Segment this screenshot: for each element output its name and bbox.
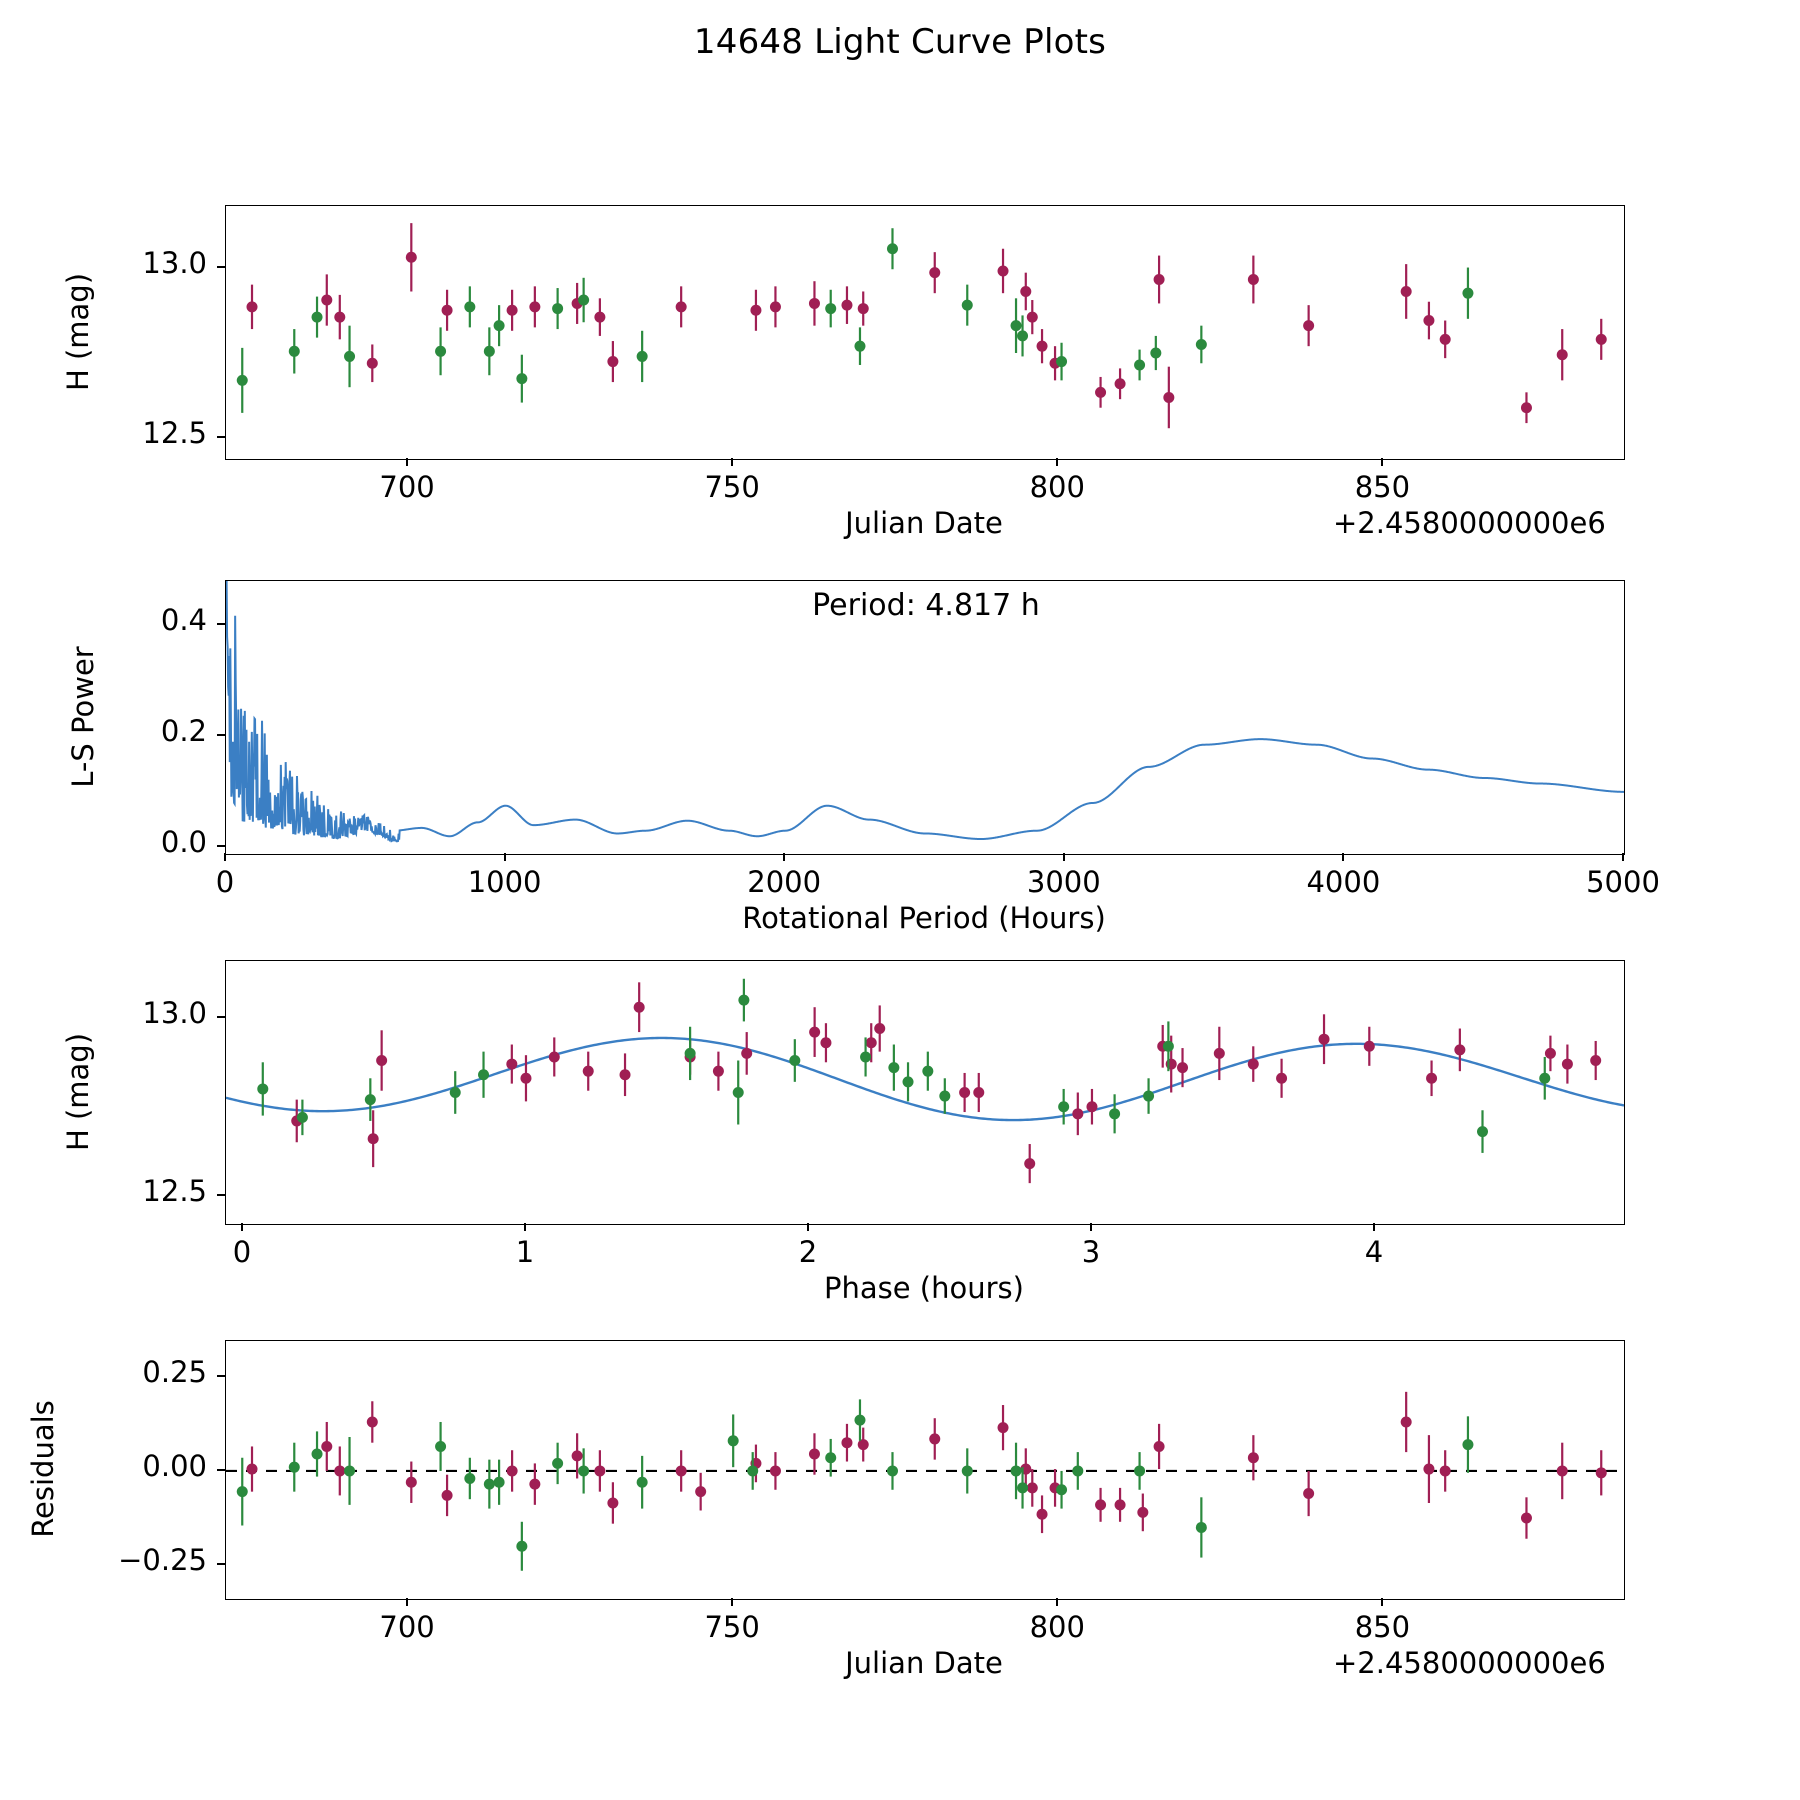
data-point — [676, 1465, 687, 1476]
data-point — [435, 346, 446, 357]
data-point — [1426, 1073, 1437, 1084]
y-tick-label: −0.25 — [118, 1543, 207, 1578]
data-point — [634, 1002, 645, 1013]
data-point — [1027, 312, 1038, 323]
data-point — [367, 358, 378, 369]
data-point — [312, 312, 323, 323]
data-point — [854, 341, 865, 352]
data-point — [1364, 1041, 1375, 1052]
data-point — [1539, 1073, 1550, 1084]
x-tick-mark — [1622, 853, 1624, 861]
data-point — [237, 1486, 248, 1497]
y-tick-mark — [217, 734, 225, 736]
data-point — [334, 1465, 345, 1476]
data-point — [620, 1069, 631, 1080]
data-point — [789, 1055, 800, 1066]
data-point — [344, 1465, 355, 1476]
data-point — [1303, 320, 1314, 331]
data-point — [529, 1479, 540, 1490]
data-point — [825, 1452, 836, 1463]
data-point — [860, 1051, 871, 1062]
data-point — [1177, 1062, 1188, 1073]
period-annotation: Period: 4.817 h — [812, 588, 1040, 623]
data-point — [922, 1066, 933, 1077]
y-tick-mark — [217, 266, 225, 268]
data-point — [903, 1076, 914, 1087]
data-point — [1163, 392, 1174, 403]
data-point — [406, 1477, 417, 1488]
data-point — [321, 295, 332, 306]
data-point — [1058, 1101, 1069, 1112]
x-tick-label: 5000 — [1586, 865, 1660, 899]
phased-axes — [225, 960, 1625, 1225]
data-point — [312, 1448, 323, 1459]
data-point — [572, 1450, 583, 1461]
x-tick-label: 0 — [232, 1235, 252, 1269]
data-point — [1134, 1465, 1145, 1476]
x-tick-mark — [1090, 1223, 1092, 1231]
data-point — [962, 1465, 973, 1476]
data-point — [1011, 1465, 1022, 1476]
data-point — [297, 1112, 308, 1123]
data-point — [1109, 1108, 1120, 1119]
x-tick-mark — [1373, 1223, 1375, 1231]
data-point — [365, 1094, 376, 1105]
data-point — [695, 1486, 706, 1497]
data-point — [1137, 1507, 1148, 1518]
data-point — [247, 1464, 258, 1475]
data-series-series_a — [291, 982, 1601, 1183]
data-point — [484, 346, 495, 357]
data-point — [887, 243, 898, 254]
data-point — [442, 1490, 453, 1501]
y-tick-label: 12.5 — [142, 1173, 207, 1208]
data-point — [549, 1051, 560, 1062]
data-point — [1056, 356, 1067, 367]
x-tick-mark — [1063, 853, 1065, 861]
data-point — [713, 1066, 724, 1077]
x-tick-mark — [241, 1223, 243, 1231]
x-tick-label: 3000 — [1026, 865, 1101, 899]
data-point — [733, 1087, 744, 1098]
periodogram-ylabel: L-S Power — [66, 645, 100, 788]
x-tick-label: 850 — [1354, 470, 1411, 504]
x-tick-mark — [807, 1223, 809, 1231]
data-point — [1440, 334, 1451, 345]
data-point — [1027, 1482, 1038, 1493]
data-point — [376, 1055, 387, 1066]
data-point — [464, 1473, 475, 1484]
x-tick-mark — [731, 1598, 733, 1606]
x-tick-label: 800 — [1029, 470, 1085, 504]
x-tick-mark — [783, 853, 785, 861]
data-point — [478, 1069, 489, 1080]
y-tick-label: 0.00 — [142, 1448, 207, 1483]
data-point — [929, 1433, 940, 1444]
data-point — [516, 373, 527, 384]
data-point — [738, 995, 749, 1006]
data-point — [257, 1083, 268, 1094]
data-point — [854, 1415, 865, 1426]
x-tick-label: 4 — [1364, 1235, 1384, 1269]
data-point — [809, 298, 820, 309]
data-point — [1303, 1488, 1314, 1499]
data-point — [1056, 1484, 1067, 1495]
data-point — [507, 305, 518, 316]
data-point — [607, 1497, 618, 1508]
data-point — [247, 301, 258, 312]
phased-model-curve — [226, 1038, 1624, 1120]
y-tick-mark — [217, 1194, 225, 1196]
data-point — [289, 1462, 300, 1473]
y-tick-mark — [217, 1563, 225, 1565]
y-tick-mark — [217, 1016, 225, 1018]
data-point — [334, 312, 345, 323]
x-tick-mark — [524, 1223, 526, 1231]
data-series-series_a — [247, 223, 1607, 428]
data-point — [1095, 1499, 1106, 1510]
lightcurve-ylabel: H (mag) — [61, 272, 95, 391]
data-point — [1163, 1041, 1174, 1052]
data-point — [1462, 288, 1473, 299]
data-point — [494, 320, 505, 331]
data-point — [1086, 1101, 1097, 1112]
data-point — [1454, 1044, 1465, 1055]
x-tick-label: 1 — [515, 1235, 535, 1269]
data-point — [367, 1416, 378, 1427]
data-point — [1196, 1522, 1207, 1533]
data-point — [368, 1133, 379, 1144]
data-point — [841, 300, 852, 311]
data-point — [1423, 1464, 1434, 1475]
data-point — [552, 303, 563, 314]
data-point — [685, 1048, 696, 1059]
x-tick-mark — [406, 1598, 408, 1606]
data-series-series_b — [237, 1399, 1474, 1570]
data-point — [929, 267, 940, 278]
data-point — [1150, 348, 1161, 359]
data-point — [1545, 1048, 1556, 1059]
x-tick-mark — [1342, 853, 1344, 861]
figure-title: 14648 Light Curve Plots — [693, 22, 1107, 62]
x-tick-label: 700 — [379, 470, 435, 504]
data-point — [1557, 349, 1568, 360]
lightcurve-x-offset-text: +2.4580000000e6 — [1333, 506, 1606, 540]
data-point — [1196, 339, 1207, 350]
data-point — [841, 1437, 852, 1448]
data-point — [1596, 334, 1607, 345]
data-point — [344, 351, 355, 362]
data-point — [939, 1091, 950, 1102]
x-tick-label: 750 — [704, 470, 760, 504]
data-point — [1095, 387, 1106, 398]
data-point — [750, 305, 761, 316]
x-tick-label: 800 — [1029, 1610, 1085, 1644]
y-tick-label: 12.5 — [142, 416, 207, 451]
y-tick-label: 0.2 — [160, 714, 207, 749]
y-tick-label: 13.0 — [142, 995, 207, 1030]
x-tick-label: 3 — [1081, 1235, 1101, 1269]
data-point — [1562, 1059, 1573, 1070]
data-point — [874, 1023, 885, 1034]
x-tick-mark — [504, 853, 506, 861]
x-tick-label: 2 — [798, 1235, 818, 1269]
data-point — [747, 1465, 758, 1476]
data-point — [321, 1441, 332, 1452]
data-point — [1596, 1467, 1607, 1478]
residuals-ylabel: Residuals — [26, 1400, 60, 1538]
data-point — [1134, 359, 1145, 370]
data-point — [594, 1465, 605, 1476]
x-tick-mark — [1381, 1598, 1383, 1606]
y-tick-label: 0.4 — [160, 603, 207, 638]
x-tick-label: 2000 — [747, 865, 822, 899]
plot-canvas — [226, 1341, 1624, 1599]
data-point — [1115, 378, 1126, 389]
phased-ylabel: H (mag) — [61, 1032, 95, 1151]
y-tick-mark — [217, 623, 225, 625]
y-tick-label: 13.0 — [142, 245, 207, 280]
data-point — [1072, 1108, 1083, 1119]
data-point — [1020, 286, 1031, 297]
data-point — [583, 1066, 594, 1077]
data-point — [406, 252, 417, 263]
data-point — [1248, 274, 1259, 285]
data-point — [888, 1062, 899, 1073]
data-point — [1521, 402, 1532, 413]
data-series-series_b — [257, 979, 1550, 1153]
data-point — [552, 1458, 563, 1469]
residuals-xlabel: Julian Date — [845, 1646, 1003, 1680]
data-point — [442, 305, 453, 316]
data-point — [1143, 1091, 1154, 1102]
lightcurve-xlabel: Julian Date — [845, 506, 1003, 540]
data-point — [998, 1422, 1009, 1433]
plot-canvas — [226, 961, 1624, 1224]
data-series-series_a — [247, 1392, 1607, 1539]
data-point — [506, 1059, 517, 1070]
data-point — [866, 1037, 877, 1048]
y-tick-mark — [217, 1375, 225, 1377]
data-point — [770, 301, 781, 312]
data-point — [973, 1087, 984, 1098]
plot-canvas — [226, 206, 1624, 459]
x-tick-label: 700 — [379, 1610, 435, 1644]
x-tick-label: 4000 — [1306, 865, 1381, 899]
data-point — [494, 1477, 505, 1488]
data-point — [959, 1087, 970, 1098]
data-point — [637, 351, 648, 362]
data-point — [809, 1027, 820, 1038]
data-point — [825, 303, 836, 314]
data-point — [1037, 341, 1048, 352]
x-tick-mark — [224, 853, 226, 861]
data-point — [809, 1448, 820, 1459]
data-point — [998, 265, 1009, 276]
data-point — [1072, 1465, 1083, 1476]
data-point — [520, 1073, 531, 1084]
residuals-x-offset-text: +2.4580000000e6 — [1333, 1646, 1606, 1680]
data-point — [435, 1441, 446, 1452]
data-point — [637, 1477, 648, 1488]
lightcurve-axes — [225, 205, 1625, 460]
data-point — [289, 346, 300, 357]
data-point — [1248, 1059, 1259, 1070]
data-point — [1440, 1465, 1451, 1476]
data-point — [1477, 1126, 1488, 1137]
data-point — [1401, 286, 1412, 297]
data-point — [1276, 1073, 1287, 1084]
x-tick-label: 750 — [704, 1610, 760, 1644]
data-point — [607, 356, 618, 367]
x-tick-mark — [1056, 1598, 1058, 1606]
data-point — [858, 303, 869, 314]
data-point — [1024, 1158, 1035, 1169]
data-point — [1590, 1055, 1601, 1066]
x-tick-mark — [406, 458, 408, 466]
data-point — [578, 1465, 589, 1476]
data-point — [1154, 274, 1165, 285]
data-point — [1521, 1513, 1532, 1524]
residuals-axes — [225, 1340, 1625, 1600]
y-tick-mark — [217, 1469, 225, 1471]
data-point — [1154, 1441, 1165, 1452]
data-point — [1401, 1416, 1412, 1427]
data-point — [1017, 1482, 1028, 1493]
data-point — [820, 1037, 831, 1048]
data-point — [1319, 1034, 1330, 1045]
y-tick-mark — [217, 436, 225, 438]
data-point — [529, 301, 540, 312]
y-tick-mark — [217, 845, 225, 847]
data-point — [1462, 1439, 1473, 1450]
data-point — [728, 1435, 739, 1446]
periodogram-xlabel: Rotational Period (Hours) — [742, 901, 1106, 935]
x-tick-label: 850 — [1354, 1610, 1411, 1644]
x-tick-label: 1000 — [467, 865, 542, 899]
data-point — [1011, 320, 1022, 331]
x-tick-label: 0 — [215, 865, 235, 899]
data-point — [237, 375, 248, 386]
data-point — [1214, 1048, 1225, 1059]
data-point — [741, 1048, 752, 1059]
data-point — [594, 312, 605, 323]
data-point — [676, 301, 687, 312]
data-series-series_b — [237, 228, 1474, 413]
y-tick-label: 0.25 — [142, 1354, 207, 1389]
data-point — [1423, 315, 1434, 326]
data-point — [516, 1541, 527, 1552]
x-tick-mark — [731, 458, 733, 466]
data-point — [770, 1465, 781, 1476]
data-point — [1037, 1509, 1048, 1520]
data-point — [464, 301, 475, 312]
data-point — [887, 1465, 898, 1476]
data-point — [450, 1087, 461, 1098]
x-tick-mark — [1056, 458, 1058, 466]
x-tick-mark — [1381, 458, 1383, 466]
phased-xlabel: Phase (hours) — [824, 1271, 1024, 1305]
data-point — [1115, 1499, 1126, 1510]
data-point — [1557, 1465, 1568, 1476]
data-point — [1248, 1452, 1259, 1463]
data-point — [484, 1479, 495, 1490]
data-point — [962, 300, 973, 311]
data-point — [578, 295, 589, 306]
y-tick-label: 0.0 — [160, 825, 207, 860]
data-point — [1017, 330, 1028, 341]
data-point — [507, 1465, 518, 1476]
